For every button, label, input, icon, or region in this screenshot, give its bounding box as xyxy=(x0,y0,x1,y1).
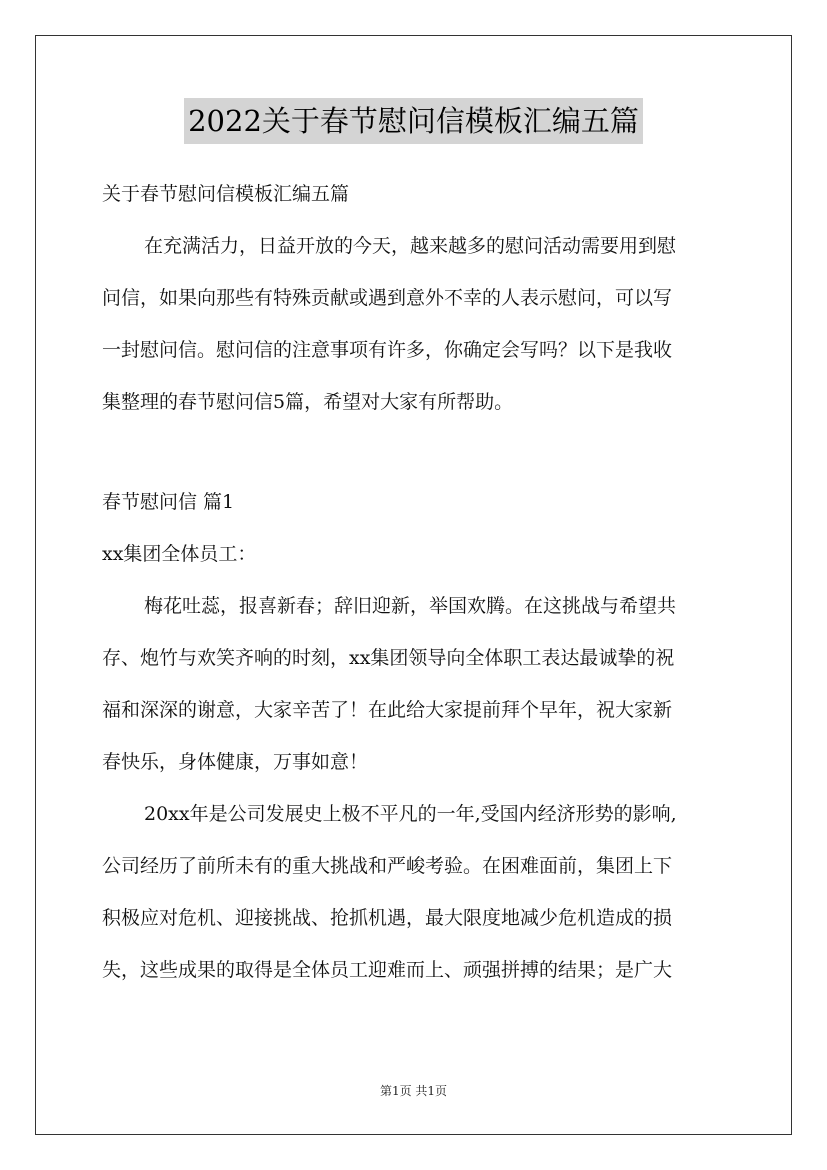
section-spacer xyxy=(102,428,726,476)
paragraph-line: 春快乐，身体健康，万事如意！ xyxy=(102,751,369,773)
paragraph-line: 积极应对危机、迎接挑战、抢抓机遇，最大限度地减少危机造成的损 xyxy=(102,907,673,929)
paragraph-line: 梅花吐蕊，报喜新春；辞旧迎新，举国欢腾。在这挑战与希望共 xyxy=(144,595,677,617)
intro-line: 集整理的春节慰问信5篇，希望对大家有所帮助。 xyxy=(102,391,514,413)
document-title: 2022关于春节慰问信模板汇编五篇 xyxy=(184,98,643,144)
intro-line: 一封慰问信。慰问信的注意事项有许多，你确定会写吗？以下是我收 xyxy=(102,339,673,361)
paragraph-1 xyxy=(102,580,726,788)
paragraph-line: 福和深深的谢意，大家辛苦了！在此给大家提前拜个早年，祝大家新 xyxy=(102,699,673,721)
title-container xyxy=(0,98,827,144)
paragraph-line: 20xx年是公司发展史上极不平凡的一年,受国内经济形势的影响, xyxy=(144,803,677,825)
paragraph-line: 失，这些成果的取得是全体员工迎难而上、顽强拼搏的结果；是广大 xyxy=(102,959,673,981)
intro-line: 问信，如果向那些有特殊贡献或遇到意外不幸的人表示慰问，可以写 xyxy=(102,287,673,309)
paragraph-line: 公司经历了前所未有的重大挑战和严峻考验。在困难面前，集团上下 xyxy=(102,855,673,877)
intro-line: 在充满活力，日益开放的今天，越来越多的慰问活动需要用到慰 xyxy=(144,235,677,257)
intro-paragraph xyxy=(102,220,726,428)
salutation: xx集团全体员工： xyxy=(102,543,257,565)
paragraph-line: 存、炮竹与欢笑齐响的时刻，xx集团领导向全体职工表达最诚挚的祝 xyxy=(102,647,675,669)
paragraph-2 xyxy=(102,788,726,996)
document-body xyxy=(102,168,726,996)
document-subtitle: 关于春节慰问信模板汇编五篇 xyxy=(102,183,350,205)
section-heading: 春节慰问信 篇1 xyxy=(102,491,235,513)
page-footer: 第1页 共1页 xyxy=(379,1084,448,1098)
